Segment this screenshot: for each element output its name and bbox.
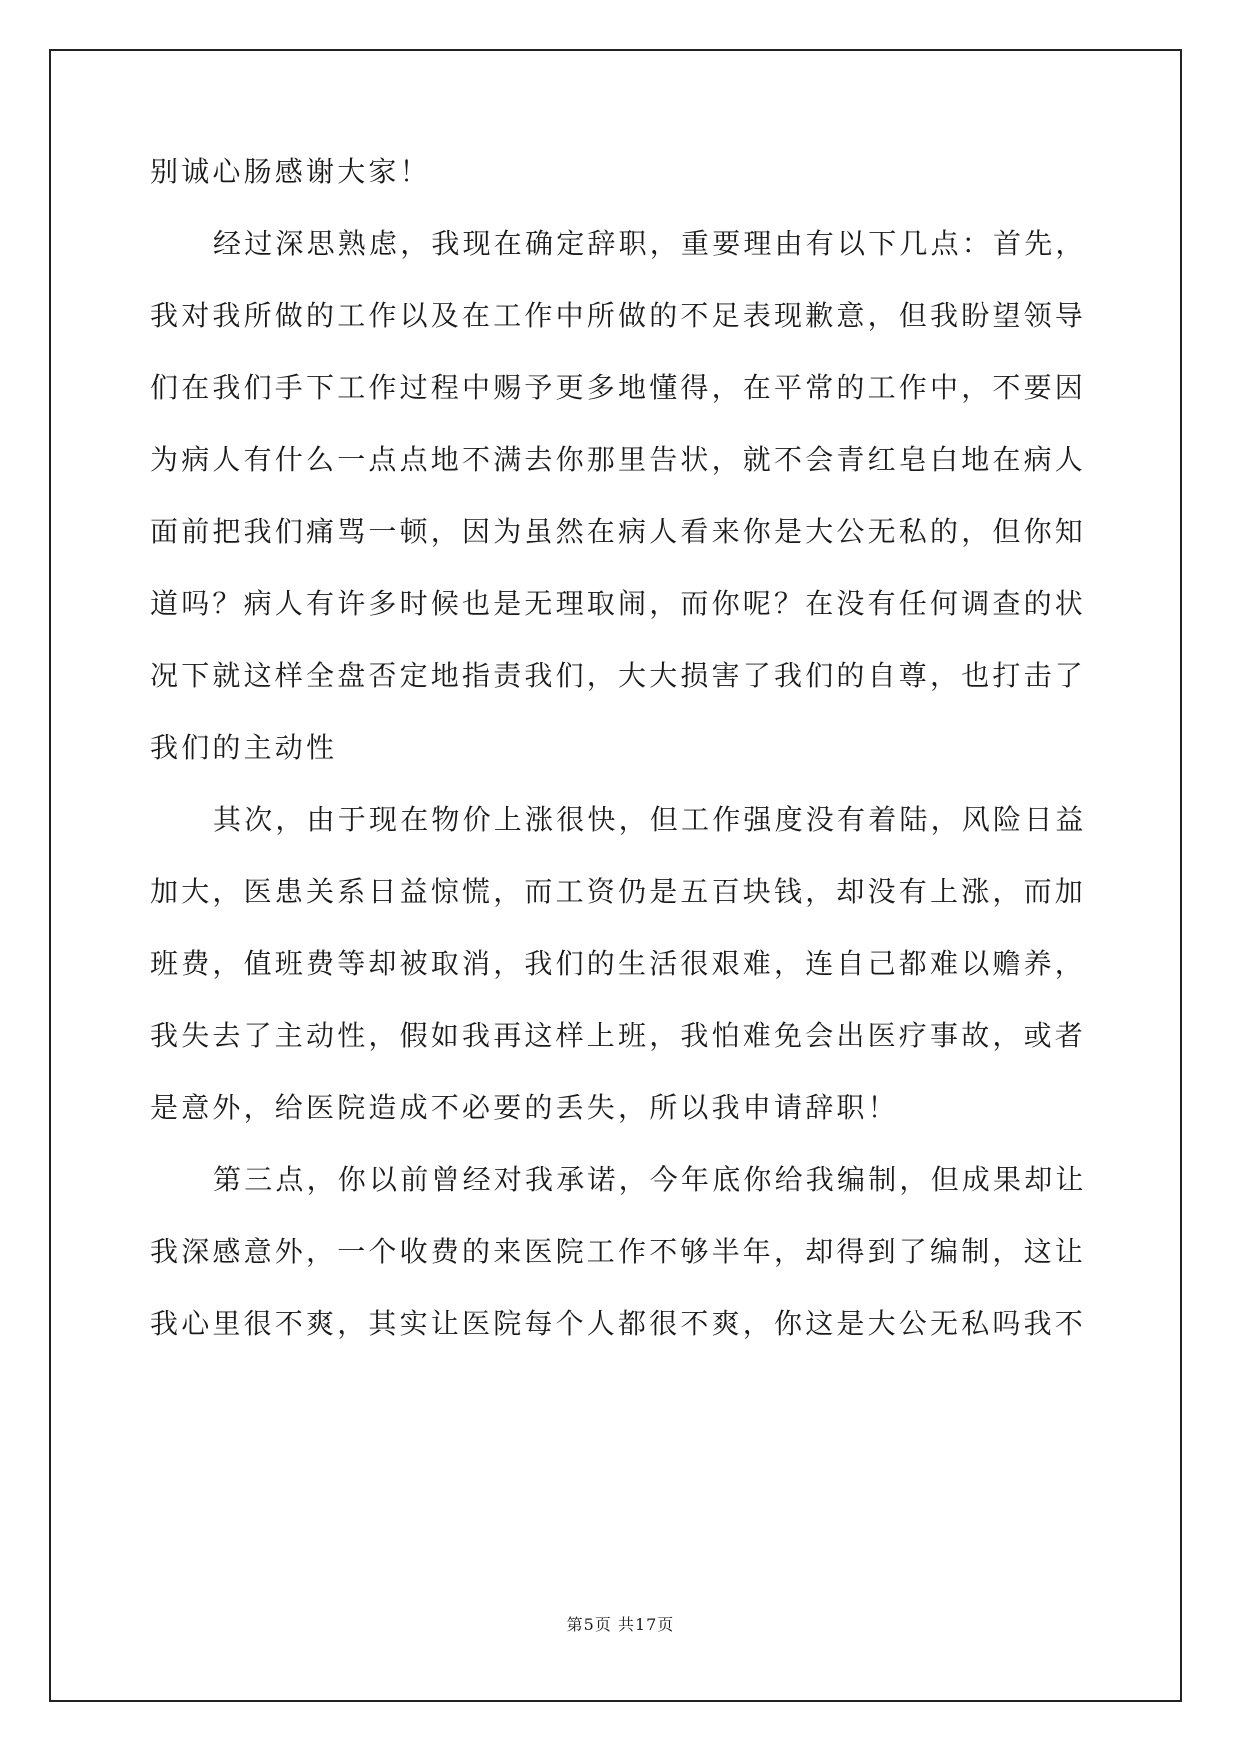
text-line: 况下就这样全盘否定地指责我们，大大损害了我们的自尊，也打击了 [150, 659, 1087, 692]
text-line: 我失去了主动性，假如我再这样上班，我怕难免会出医疗事故，或者 [150, 1019, 1087, 1052]
text-line: 我们的主动性 [150, 731, 338, 764]
text-line: 为病人有什么一点点地不满去你那里告状，就不会青红皂白地在病人 [150, 443, 1087, 476]
text-line: 班费，值班费等却被取消，我们的生活很艰难，连自己都难以赡养， [150, 947, 1087, 980]
text-line: 们在我们手下工作过程中赐予更多地懂得，在平常的工作中，不要因 [150, 371, 1087, 404]
text-line: 别诚心肠感谢大家！ [150, 155, 431, 188]
text-line: 我深感意外，一个收费的来医院工作不够半年，却得到了编制，这让 [150, 1235, 1087, 1268]
text-line: 我对我所做的工作以及在工作中所做的不足表现歉意，但我盼望领导 [150, 299, 1087, 332]
text-line: 道吗？病人有许多时候也是无理取闹，而你呢？在没有任何调查的状 [150, 587, 1087, 620]
text-line: 面前把我们痛骂一顿，因为虽然在病人看来你是大公无私的，但你知 [150, 515, 1087, 548]
text-line: 加大，医患关系日益惊慌，而工资仍是五百块钱，却没有上涨，而加 [150, 875, 1087, 908]
paragraph-first-line: 第三点，你以前曾经对我承诺，今年底你给我编制，但成果却让 [213, 1163, 1087, 1196]
paragraph-first-line: 经过深思熟虑，我现在确定辞职，重要理由有以下几点：首先， [213, 227, 1087, 260]
page-number-footer: 第5页 共17页 [566, 1615, 675, 1634]
text-line: 是意外，给医院造成不必要的丢失，所以我申请辞职！ [150, 1091, 899, 1124]
text-line: 我心里很不爽，其实让医院每个人都很不爽，你这是大公无私吗我不 [150, 1307, 1087, 1340]
paragraph-first-line: 其次，由于现在物价上涨很快，但工作强度没有着陆，风险日益 [213, 803, 1087, 836]
